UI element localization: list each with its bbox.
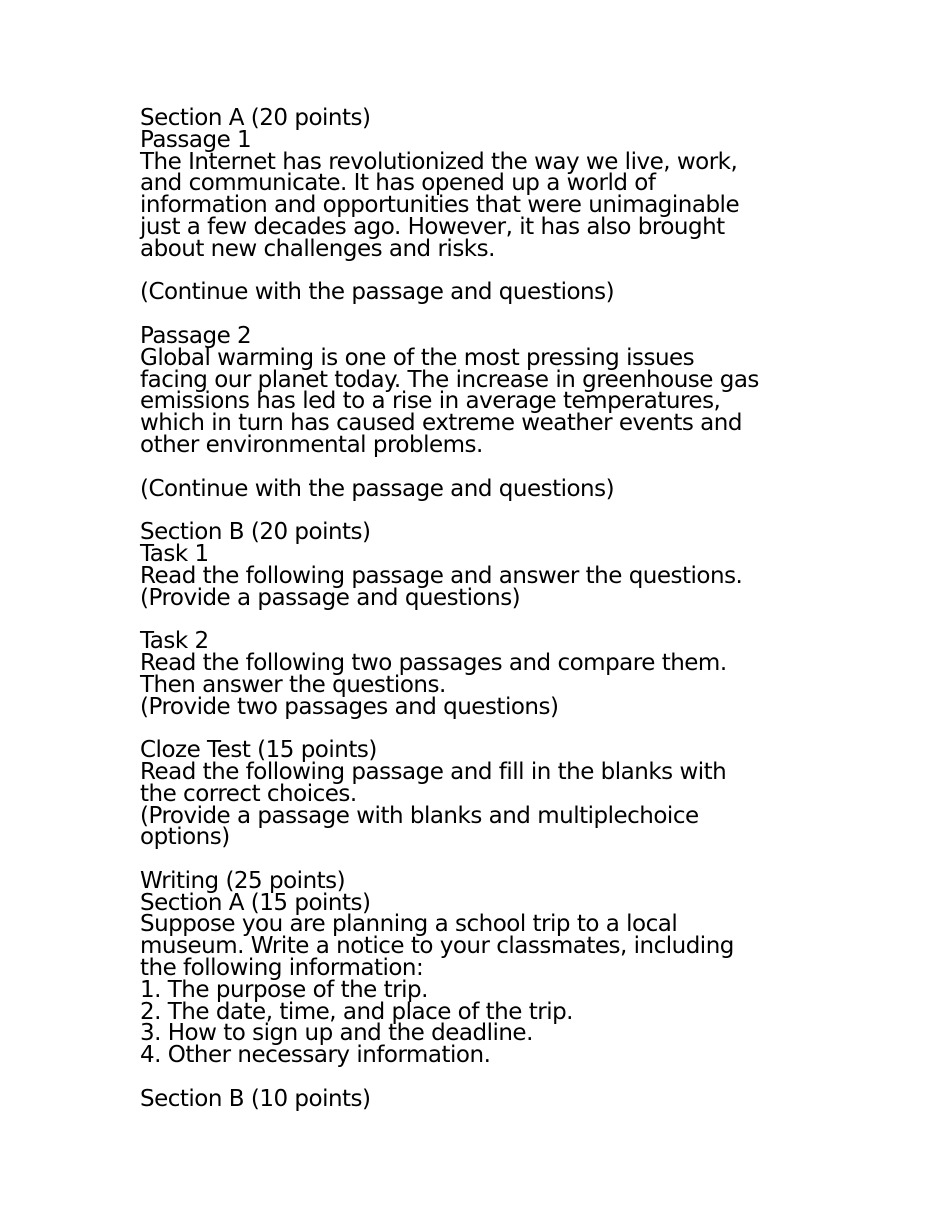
text-line: just a few decades ago. However, it has also brought — [140, 213, 725, 240]
text-line: 2. The date, time, and place of the trip. — [140, 998, 573, 1025]
paragraph-spacer — [140, 609, 830, 631]
text-line: Section B (10 points) — [140, 1085, 371, 1112]
text-line: 3. How to sign up and the deadline. — [140, 1020, 533, 1047]
paragraph — [140, 737, 830, 851]
text-line: Read the following passage and answer the questions. — [140, 562, 743, 589]
text-line: emissions has led to a rise in average temperatures, — [140, 388, 721, 415]
paragraph — [140, 105, 830, 262]
text-line: (Continue with the passage and questions) — [140, 279, 615, 306]
text-line: Passage 1 — [140, 126, 252, 153]
document-body — [140, 105, 830, 1112]
paragraph — [140, 1085, 830, 1112]
text-line: the following information: — [140, 955, 424, 982]
text-line: which in turn has caused extreme weather events and — [140, 410, 742, 437]
text-line: about new challenges and risks. — [140, 235, 495, 262]
text-line: options) — [140, 824, 230, 851]
text-line: (Provide two passages and questions) — [140, 693, 559, 720]
text-line: facing our planet today. The increase in greenhouse gas — [140, 366, 759, 393]
text-line: museum. Write a notice to your classmates, including — [140, 933, 734, 960]
paragraph — [140, 475, 830, 502]
text-line: Section B (20 points) — [140, 519, 371, 546]
text-line: 4. Other necessary information. — [140, 1042, 491, 1069]
paragraph — [140, 279, 830, 306]
text-line: Task 1 — [140, 540, 209, 567]
text-line: Passage 2 — [140, 322, 252, 349]
text-line: the correct choices. — [140, 780, 357, 807]
text-line: information and opportunities that were unimaginable — [140, 192, 740, 219]
text-line: Then answer the questions. — [140, 671, 446, 698]
text-line: Section A (20 points) — [140, 105, 371, 131]
text-line: 1. The purpose of the trip. — [140, 976, 428, 1003]
paragraph — [140, 867, 830, 1069]
text-line: Writing (25 points) — [140, 867, 346, 894]
text-line: other environmental problems. — [140, 431, 483, 458]
text-line: and communicate. It has opened up a world of — [140, 170, 656, 197]
paragraph — [140, 322, 830, 458]
text-line: (Provide a passage and questions) — [140, 584, 521, 611]
text-line: Section A (15 points) — [140, 889, 371, 916]
paragraph — [140, 519, 830, 611]
text-line: Global warming is one of the most pressing issues — [140, 344, 695, 371]
text-line: Read the following two passages and compare them. — [140, 649, 727, 676]
text-line: Cloze Test (15 points) — [140, 737, 377, 764]
text-line: The Internet has revolutionized the way we live, work, — [140, 148, 738, 175]
text-line: Task 2 — [140, 628, 209, 655]
text-line: (Provide a passage with blanks and multiplechoice — [140, 802, 699, 829]
text-line: Read the following passage and fill in the blanks with — [140, 758, 727, 785]
text-line: (Continue with the passage and questions) — [140, 475, 615, 502]
paragraph — [140, 628, 830, 720]
text-line: Suppose you are planning a school trip to a local — [140, 911, 678, 938]
